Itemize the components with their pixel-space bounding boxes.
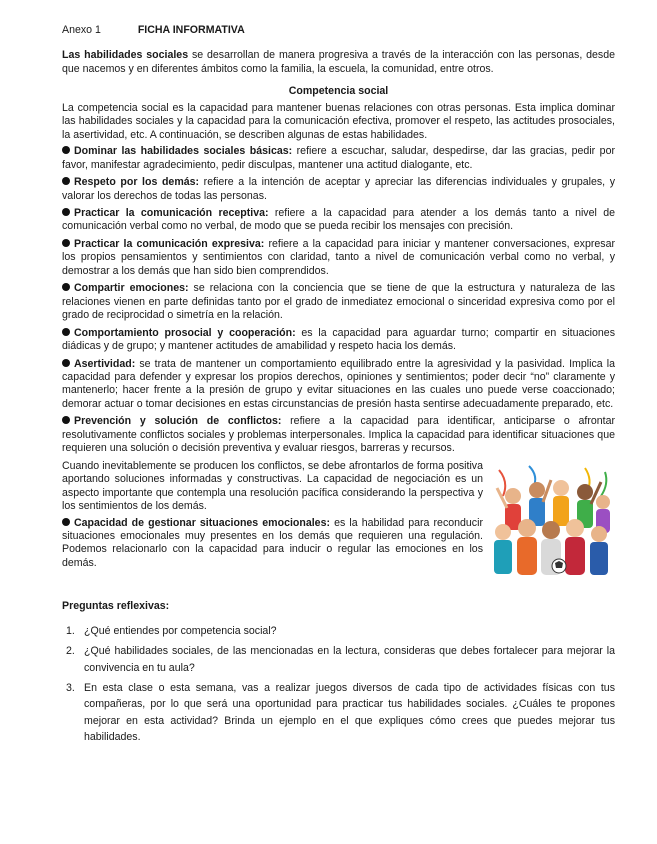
question-text: ¿Qué habilidades sociales, de las mencionadas en la lectura, consideras que debes fortalecer para mejorar la convivencia en tu aula? bbox=[84, 645, 615, 674]
item-text: refiere a la capacidad para iniciar y mantener conversaciones, expresar los propios pensamientos y sentimientos con claridad, tanto a nivel de comunicación verbal como no verbal, y demostrar a los demás que han sido bien comprendidos. bbox=[62, 237, 615, 277]
item-title: Comportamiento prosocial y cooperación: bbox=[74, 326, 296, 339]
item-title: Respeto por los demás: bbox=[74, 176, 200, 189]
bullet-icon bbox=[62, 146, 70, 154]
item-title: Practicar la comunicación receptiva: bbox=[74, 206, 269, 219]
question-number: 3. bbox=[66, 681, 75, 694]
item-title: Capacidad de gestionar situaciones emocionales: bbox=[74, 516, 330, 529]
item-title: Compartir emociones: bbox=[74, 282, 189, 295]
list-item bbox=[62, 327, 615, 354]
bullet-icon bbox=[62, 208, 70, 216]
group-of-people-illustration bbox=[489, 462, 615, 578]
list-item bbox=[62, 415, 615, 455]
item-title: Dominar las habilidades sociales básicas: bbox=[74, 145, 293, 158]
section-title: Competencia social bbox=[288, 85, 389, 98]
item-text: refiere a la capacidad para identificar, anticiparse o afrontar resolutivamente conflictos sociales y problemas interpersonales. Implica la capacidad para identificar situaciones que requieren una solución o decisión preventiva y evaluar riesgos, barreras y recursos. bbox=[62, 415, 616, 455]
item-title: Prevención y solución de conflictos: bbox=[74, 415, 282, 428]
list-item bbox=[62, 358, 615, 412]
bullet-icon bbox=[62, 239, 70, 247]
bullet-icon bbox=[62, 283, 70, 291]
question-item bbox=[62, 680, 615, 746]
document-header bbox=[62, 24, 615, 37]
item-text: refiere a escuchar, saludar, despedirse, dar las gracias, pedir por favor, manifestar agradecimiento, pedir disculpas, mantener una actitud dialogante, etc. bbox=[62, 145, 615, 171]
item-text: refiere a la capacidad para atender a los demás tanto a nivel de comunicación verbal como no verbal, de modo que se pueda recibir los mensajes con precisión. bbox=[62, 206, 615, 233]
item-text: se relaciona con la conciencia que se tiene de que la estructura y naturaleza de las relaciones vienen en parte definidas tanto por el grado de inmediatez emocional o sinceridad expresiva como por el grado de reciprocidad o simetría en la relación. bbox=[62, 282, 615, 322]
questions-title: Preguntas reflexivas: bbox=[62, 600, 170, 613]
document-title: FICHA INFORMATIVA bbox=[137, 24, 245, 36]
list-item bbox=[62, 176, 615, 203]
list-item bbox=[62, 282, 615, 322]
bullet-icon bbox=[62, 518, 70, 526]
bullet-icon bbox=[62, 359, 70, 367]
conflict-paragraph: Cuando inevitablemente se producen los conflictos, se debe afrontarlos de forma positiva aportando soluciones informadas y constructivas. La capacidad de negociación es un aspecto importante que contempla una resolución pacífica considerando la perspectiva y los sentimientos de los demás. bbox=[62, 459, 483, 513]
intro-text: se desarrollan de manera progresiva a través de la interacción con las personas, desde que nacemos y en diferentes ámbitos como la familia, la escuela, la comunidad, entre otros. bbox=[62, 49, 615, 75]
item-title: Practicar la comunicación expresiva: bbox=[74, 237, 265, 250]
intro-bold: Las habilidades sociales bbox=[62, 49, 189, 62]
bullet-icon bbox=[62, 177, 70, 185]
list-item bbox=[62, 238, 615, 278]
item-title: Asertividad: bbox=[74, 357, 136, 370]
intro-paragraph bbox=[62, 49, 615, 76]
annex-label: Anexo 1 bbox=[62, 24, 101, 36]
questions-list bbox=[62, 623, 615, 746]
item-text: refiere a la intención de aceptar y apreciar las diferencias individuales y grupales, y valorar los derechos de todas las personas. bbox=[62, 176, 615, 202]
list-item bbox=[62, 207, 615, 234]
bullet-icon bbox=[62, 328, 70, 336]
question-text: En esta clase o esta semana, vas a realizar juegos diversos de cada tipo de actividades físicas con tus compañeras, por lo que será una oportunidad para practicar tus habilidades sociales. ¿Cuáles te propones mejorar en esta actividad? Brinda un ejemplo en el que expliques cómo crees que puedes mejorar tus habilidades. bbox=[84, 681, 615, 744]
item-text: es la habilidad para reconducir situaciones emocionales muy presentes en los demás que requieren una regulación. Podemos relacionarlo con la capacidad para inducir o regular las emociones en los demás. bbox=[62, 516, 483, 569]
bullet-icon bbox=[62, 416, 70, 424]
question-item bbox=[62, 643, 615, 676]
section-paragraph: La competencia social es la capacidad para mantener buenas relaciones con otras personas. Esta implica dominar las habilidades sociales y la capacidad para la comunicación efectiva, promover el respeto, las actitudes prosociales, la asertividad, etc. A continuación, se describen algunas de estas habilidades. bbox=[62, 101, 615, 141]
question-number: 2. bbox=[66, 645, 75, 658]
item-text: es la capacidad para aguardar turno; compartir en situaciones diádicas y de grupo; y mantener actitudes de amabilidad y respeto hacia los demás. bbox=[62, 326, 615, 353]
question-number: 1. bbox=[66, 624, 75, 637]
list-item bbox=[62, 145, 615, 172]
item-text: se trata de mantener un comportamiento equilibrado entre la agresividad y la pasividad. Implica la capacidad para defender y expresar los propios derechos, opiniones y sentimientos; poder decir “no” claramente y mantenerlo; hacer frente a la presión de grupo y evitar situaciones en las cuales uno puede verse coaccionado; demorar actuar o tomar decisiones en estas circunstancias de presión hasta sentirse adecuadamente preparado, etc. bbox=[62, 357, 615, 410]
question-item bbox=[62, 623, 615, 639]
question-text: ¿Qué entiendes por competencia social? bbox=[84, 624, 277, 637]
